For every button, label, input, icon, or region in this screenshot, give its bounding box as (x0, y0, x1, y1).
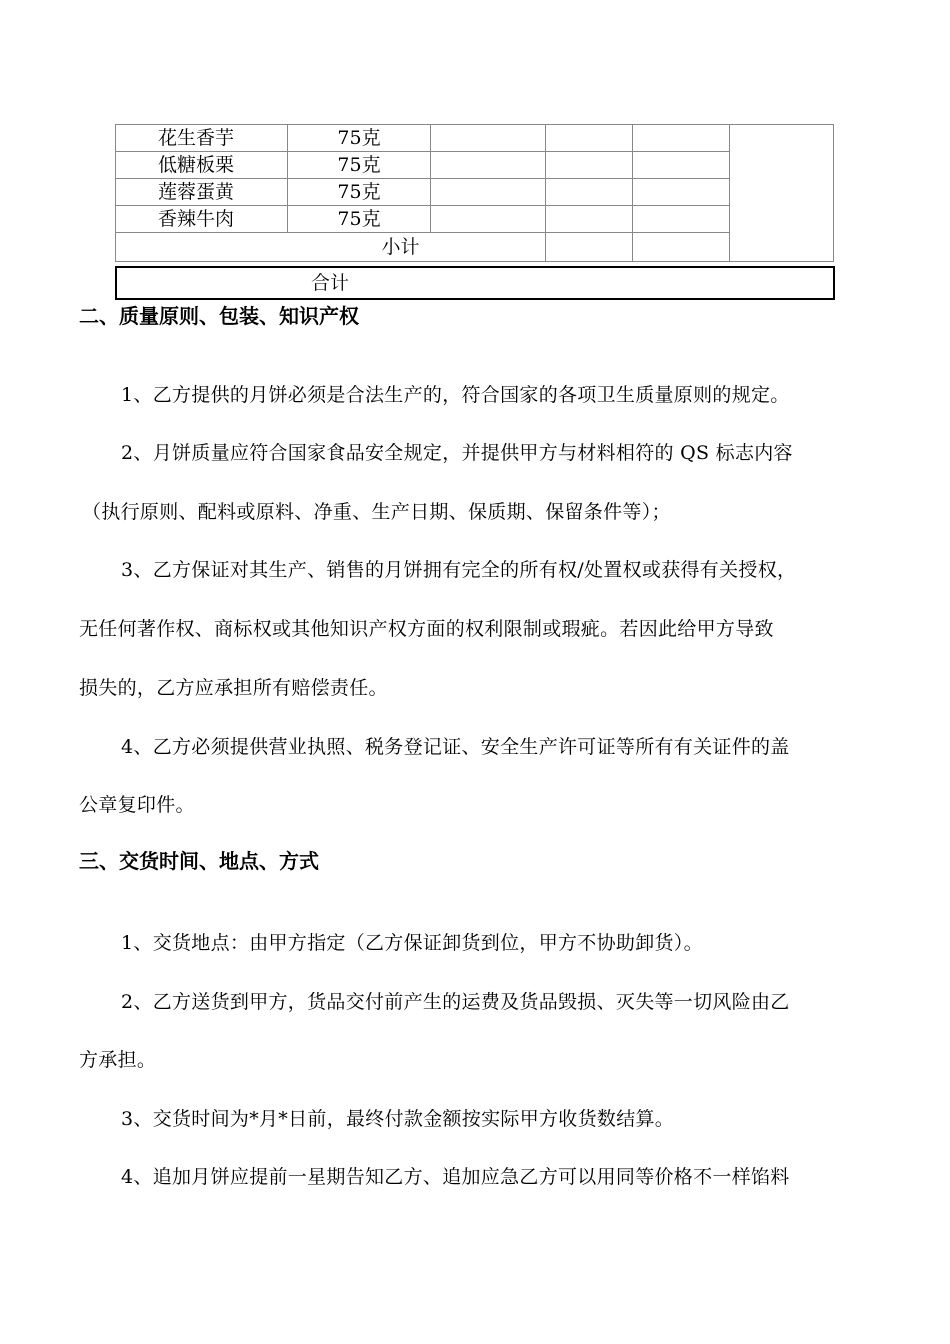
paragraph-line: 方承担。 (79, 1049, 157, 1071)
paragraph-line: 3、交货时间为*月*日前，最终付款金额按实际甲方收货数结算。 (121, 1108, 675, 1130)
section-2-heading: 二、质量原则、包装、知识产权 (79, 304, 359, 328)
paragraph-line: 2、乙方送货到甲方，货品交付前产生的运费及货品毁损、灭失等一切风险由乙 (121, 991, 790, 1013)
product-name: 低糖板栗 (116, 152, 288, 179)
paragraph-line: 1、乙方提供的月饼必须是合法生产的，符合国家的各项卫生质量原则的规定。 (121, 384, 790, 406)
section-3-heading: 三、交货时间、地点、方式 (79, 849, 319, 873)
paragraph-line: 4、追加月饼应提前一星期告知乙方、追加应急乙方可以用同等价格不一样馅料 (121, 1166, 790, 1188)
product-table (115, 124, 834, 262)
paragraph-line: 公章复印件。 (79, 794, 195, 816)
table-row (116, 125, 834, 152)
subtotal-row (116, 233, 834, 262)
paragraph-line: 无任何著作权、商标权或其他知识产权方面的权利限制或瑕疵。若因此给甲方导致 (79, 618, 774, 640)
paragraph-line: 3、乙方保证对其生产、销售的月饼拥有完全的所有权/处置权或获得有关授权， (121, 559, 797, 581)
table-row (116, 152, 834, 179)
product-weight: 75克 (288, 152, 431, 179)
paragraph-line: 1、交货地点：由甲方指定（乙方保证卸货到位，甲方不协助卸货）。 (121, 932, 703, 954)
product-weight: 75克 (288, 179, 431, 206)
product-name: 花生香芋 (116, 125, 288, 152)
product-name: 莲蓉蛋黄 (116, 179, 288, 206)
paragraph-line: 4、乙方必须提供营业执照、税务登记证、安全生产许可证等所有有关证件的盖 (121, 736, 790, 758)
paragraph-line: （执行原则、配料或原料、净重、生产日期、保质期、保留条件等）； (82, 501, 671, 523)
product-name: 香辣牛肉 (116, 206, 288, 233)
table-row (116, 179, 834, 206)
paragraph-line: 损失的，乙方应承担所有赔偿责任。 (79, 677, 388, 699)
paragraph-line: 2、月饼质量应符合国家食品安全规定，并提供甲方与材料相符的 QS 标志内容 (121, 442, 793, 464)
table-row (116, 206, 834, 233)
merged-cell (730, 125, 834, 262)
subtotal-label: 小计 (116, 233, 546, 262)
product-weight: 75克 (288, 125, 431, 152)
product-weight: 75克 (288, 206, 431, 233)
total-label: 合计 (311, 272, 350, 294)
total-row (115, 266, 835, 300)
